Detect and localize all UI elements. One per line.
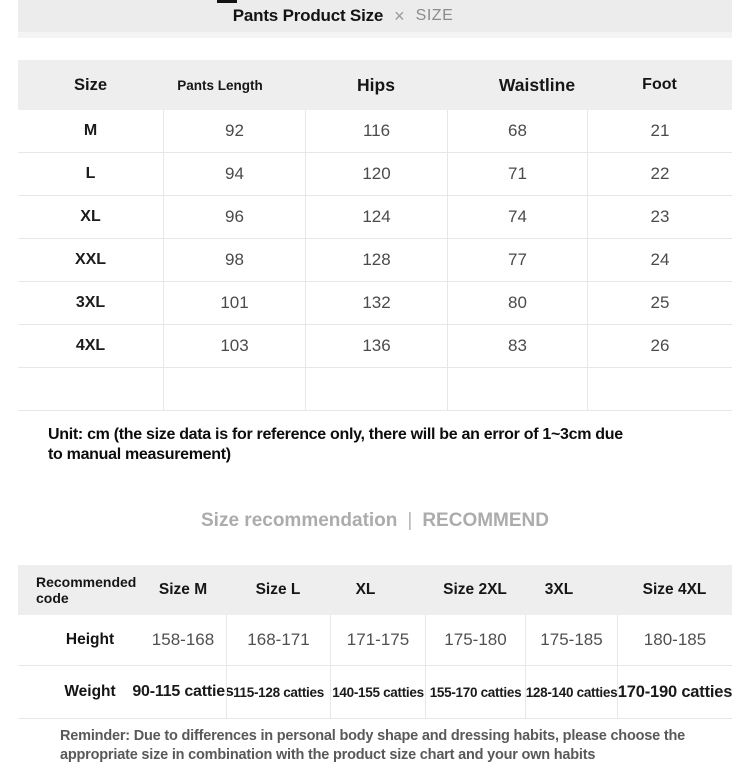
cropped-content-artifact: [217, 0, 237, 3]
size-cell: L: [85, 165, 96, 182]
recommendation-heading-left: Size recommendation: [201, 510, 398, 531]
size-table-row: [18, 281, 732, 324]
reminder-line: appropriate size in combination with the product size chart and your own habits: [60, 747, 596, 763]
size-table-row: [18, 110, 732, 152]
row-label-cell: Weight: [64, 683, 116, 700]
size-cell: XXL: [74, 251, 107, 268]
value-cell: 92: [163, 110, 305, 152]
value-cell: 26: [587, 325, 732, 367]
row-label-cell: Height: [65, 631, 115, 648]
range-cell: 115-128 catties: [226, 666, 330, 718]
range-cell: 170-190 catties: [617, 666, 732, 718]
size-table-row: [18, 238, 732, 281]
range-cell: 140-155 catties: [330, 666, 425, 718]
range-cell: 90-115 catties: [132, 683, 234, 700]
range-cell: 128-140 catties: [525, 666, 617, 718]
value-cell: 22: [587, 153, 732, 195]
size-table-column-header: Size: [73, 75, 108, 94]
recommendation-column-header: 3XL: [544, 581, 574, 598]
size-table-row: [18, 195, 732, 238]
close-icon: ×: [394, 5, 405, 26]
title-bar-lower-strip: [18, 32, 732, 38]
recommendation-column-header: Size M: [158, 581, 208, 598]
unit-note-line: Unit: cm (the size data is for reference only, there will be an error of 1~3cm due: [48, 426, 623, 443]
value-cell: 80: [447, 282, 587, 324]
weight-row: [18, 665, 732, 718]
size-cell: 4XL: [75, 337, 106, 354]
range-cell: 175-185: [525, 615, 617, 665]
title-group: [233, 6, 453, 27]
value-cell: 96: [163, 196, 305, 238]
value-cell: 21: [587, 110, 732, 152]
recommendation-table-body: [18, 615, 732, 719]
range-cell: 155-170 catties: [425, 666, 525, 718]
size-table-row: [18, 324, 732, 367]
recommendation-column-header: Size 2XL: [443, 581, 507, 598]
reminder-line: Reminder: Due to differences in personal body shape and dressing habits, please choose the: [60, 728, 685, 744]
unit-note: [48, 425, 732, 464]
value-cell: 83: [447, 325, 587, 367]
value-cell: 77: [447, 239, 587, 281]
recommendation-column-header: Size 4XL: [642, 581, 707, 598]
value-cell: 68: [447, 110, 587, 152]
value-cell: 74: [447, 196, 587, 238]
value-cell: 24: [587, 239, 732, 281]
value-cell: 116: [305, 110, 447, 152]
value-cell: 23: [587, 196, 732, 238]
value-cell: 120: [305, 153, 447, 195]
value-cell: [163, 368, 305, 410]
recommendation-heading: [0, 510, 750, 532]
value-cell: [447, 368, 587, 410]
range-cell: 175-180: [425, 615, 525, 665]
range-cell: 171-175: [330, 615, 425, 665]
heading-separator: |: [407, 510, 413, 531]
size-watermark-label: SIZE: [415, 7, 454, 24]
value-cell: 25: [587, 282, 732, 324]
size-cell: M: [83, 122, 98, 139]
value-cell: 136: [305, 325, 447, 367]
unit-note-line: to manual measurement): [48, 445, 231, 463]
range-cell: 180-185: [617, 615, 732, 665]
value-cell: [587, 368, 732, 410]
size-table-empty-row: [18, 367, 732, 410]
size-cell: 3XL: [75, 294, 106, 311]
range-cell: 168-171: [226, 615, 330, 665]
recommended-code-header: Recommended code: [36, 574, 137, 606]
recommendation-column-header: Size L: [255, 581, 301, 598]
value-cell: 101: [163, 282, 305, 324]
recommendation-heading-right: RECOMMEND: [422, 510, 549, 531]
value-cell: 94: [163, 153, 305, 195]
size-table: [18, 60, 732, 411]
range-cell: 158-168: [151, 630, 215, 649]
value-cell: 71: [447, 153, 587, 195]
height-row: [18, 615, 732, 665]
size-cell: XL: [80, 208, 101, 225]
size-cell: [18, 368, 163, 410]
recommendation-table: [18, 565, 732, 719]
recommendation-column-header: XL: [355, 581, 376, 598]
size-table-column-header: Pants Length: [177, 77, 263, 93]
title-bar: [18, 0, 732, 32]
value-cell: 132: [305, 282, 447, 324]
size-table-column-header: Foot: [642, 76, 677, 93]
size-table-body: [18, 110, 732, 411]
value-cell: 124: [305, 196, 447, 238]
reminder-note: [60, 727, 730, 765]
value-cell: 98: [163, 239, 305, 281]
size-table-column-header: Hips: [357, 74, 395, 95]
size-table-row: [18, 152, 732, 195]
value-cell: [305, 368, 447, 410]
size-table-column-header: Waistline: [498, 74, 576, 95]
recommendation-table-header-row: [18, 565, 732, 615]
value-cell: 103: [163, 325, 305, 367]
page-title: Pants Product Size: [232, 6, 384, 25]
value-cell: 128: [305, 239, 447, 281]
size-table-header-row: [18, 60, 732, 110]
